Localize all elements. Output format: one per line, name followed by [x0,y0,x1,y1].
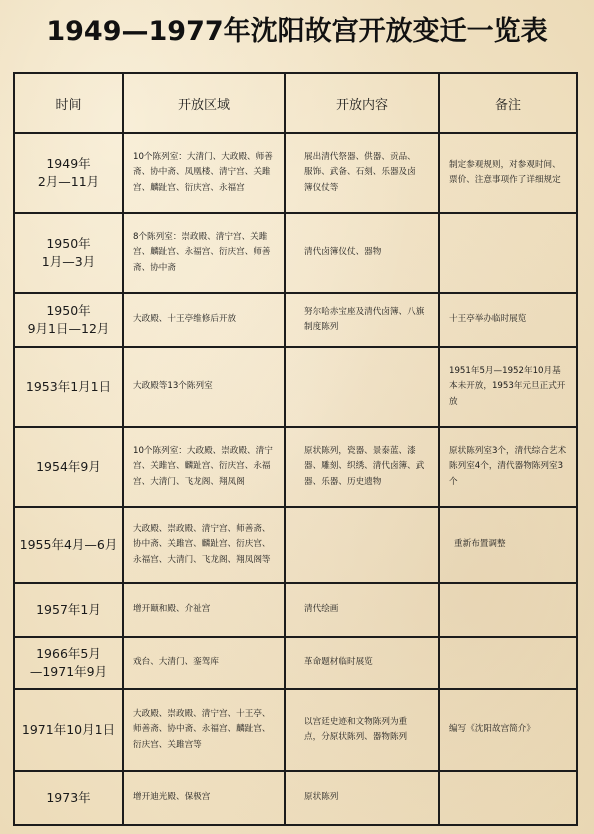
cell-content: 清代绘画 [285,583,439,637]
header-note: 备注 [439,73,577,133]
cell-note: 制定参观规则，对参观时间、票价、注意事项作了详细规定 [439,133,577,213]
cell-note: 重新布置调整 [439,507,577,583]
cell-area: 增开颐和殿、介祉宫 [123,583,285,637]
cell-note: 1951年5月—1952年10月基本未开放，1953年元旦正式开放 [439,347,577,427]
header-time: 时间 [14,73,123,133]
cell-time: 1971年10月1日 [14,689,123,771]
cell-time: 1957年1月 [14,583,123,637]
cell-area: 大政殿等13个陈列室 [123,347,285,427]
cell-content [285,507,439,583]
cell-time: 1955年4月—6月 [14,507,123,583]
cell-time: 1973年 [14,771,123,825]
cell-note [439,637,577,689]
cell-content: 原状陈列，瓷器、景泰蓝、漆器、雕刻、织绣、清代卤簿、武器、乐器、历史遗物 [285,427,439,507]
table-row [14,637,577,689]
cell-area: 戏台、大清门、銮驾库 [123,637,285,689]
table-row [14,213,577,293]
cell-note [439,771,577,825]
cell-content: 清代卤簿仪仗、器物 [285,213,439,293]
cell-note [439,583,577,637]
cell-time: 1950年 1月—3月 [14,213,123,293]
cell-area: 大政殿、十王亭维修后开放 [123,293,285,347]
opening-history-table [13,72,578,826]
cell-area: 大政殿、崇政殿、清宁宫、师善斋、协中斋、关雎宫、麟趾宫、衍庆宫、永福宫、大清门、飞龙阁、翔凤阁等 [123,507,285,583]
table-row [14,427,577,507]
cell-time: 1953年1月1日 [14,347,123,427]
cell-note: 编写《沈阳故宫简介》 [439,689,577,771]
cell-note: 十王亭举办临时展览 [439,293,577,347]
cell-time: 1966年5月 —1971年9月 [14,637,123,689]
page-title: 1949—1977年沈阳故宫开放变迁一览表 [46,16,548,47]
table-row [14,583,577,637]
cell-time: 1949年 2月—11月 [14,133,123,213]
cell-time: 1954年9月 [14,427,123,507]
table-row [14,507,577,583]
cell-area: 10个陈列室：大政殿、崇政殿、清宁宫、关雎宫、麟趾宫、衍庆宫、永福宫、大清门、飞龙阁、翔凤阁 [123,427,285,507]
table-row [14,689,577,771]
cell-note: 原状陈列室3个，清代综合艺术陈列室4个，清代器物陈列室3个 [439,427,577,507]
cell-content [285,347,439,427]
cell-time: 1950年 9月1日—12月 [14,293,123,347]
cell-note [439,213,577,293]
header-content: 开放内容 [285,73,439,133]
cell-area: 10个陈列室：大清门、大政殿、师善斋、协中斋、凤凰楼、清宁宫、关雎宫、麟趾宫、衍庆宫、永福宫 [123,133,285,213]
header-area: 开放区域 [123,73,285,133]
table-row [14,771,577,825]
cell-area: 增开迪光殿、保极宫 [123,771,285,825]
cell-content: 以宫廷史迹和文物陈列为重点，分原状陈列、器物陈列 [285,689,439,771]
table-row [14,293,577,347]
cell-area: 8个陈列室：崇政殿、清宁宫、关雎宫、麟趾宫、永福宫、衍庆宫、师善斋、协中斋 [123,213,285,293]
cell-area: 大政殿、崇政殿、清宁宫、十王亭、师善斋、协中斋、永福宫、麟趾宫、衍庆宫、关雎宫等 [123,689,285,771]
cell-content: 原状陈列 [285,771,439,825]
table-header-row [14,73,577,133]
table-row [14,133,577,213]
cell-content: 展出清代祭器、供器、贡品、服饰、武备、石刻、乐器及卤簿仪仗等 [285,133,439,213]
cell-content: 努尔哈赤宝座及清代卤簿、八旗制度陈列 [285,293,439,347]
cell-content: 革命题材临时展览 [285,637,439,689]
table-row [14,347,577,427]
